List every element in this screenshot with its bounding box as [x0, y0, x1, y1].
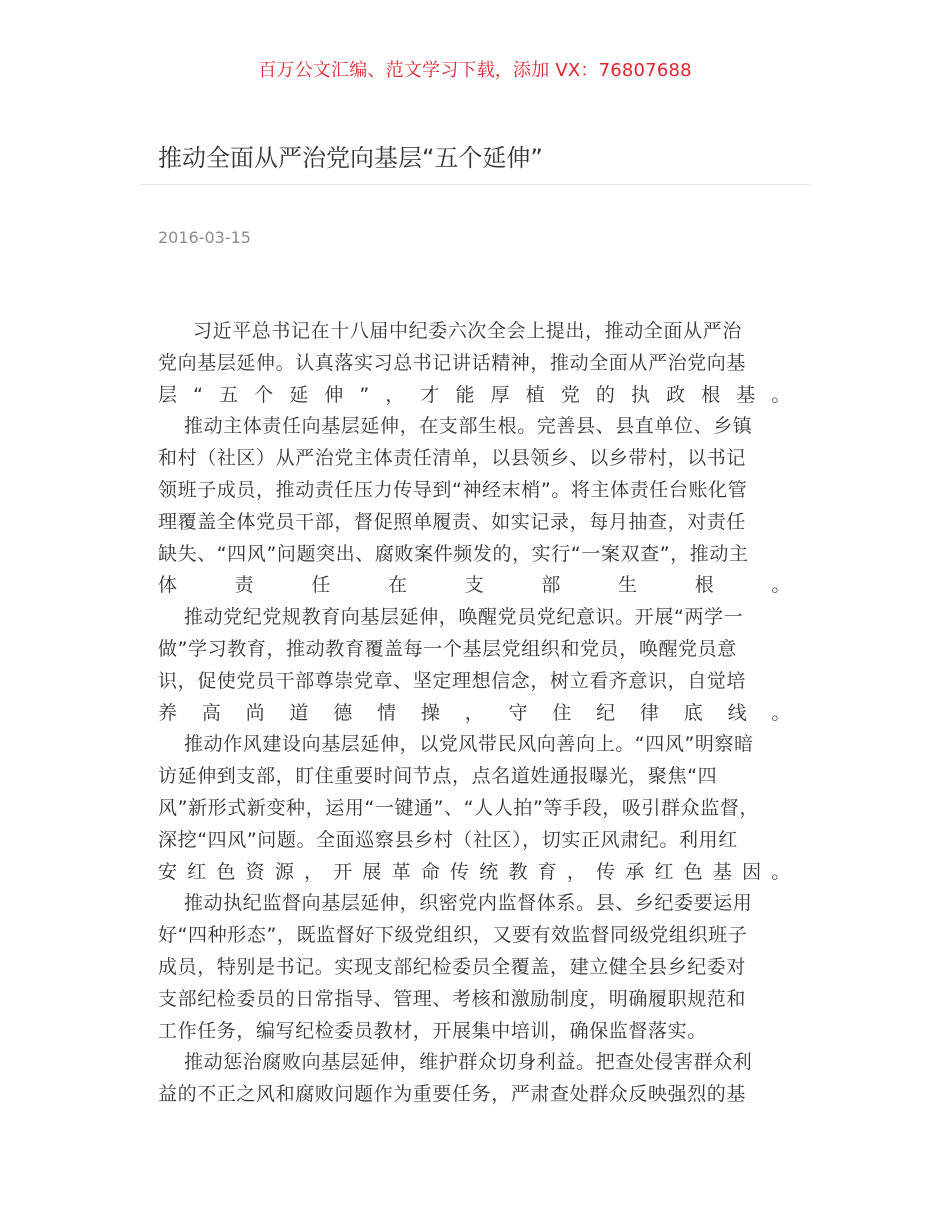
article-char: 部 [541, 574, 561, 597]
article-char: 责 [234, 574, 255, 597]
article-char: ， [464, 701, 485, 724]
article-line: 成员，特别是书记。实现支部纪检委员全覆盖，建立健全县乡纪委对 [158, 955, 747, 978]
article-char: 养 [158, 701, 178, 724]
article-char: 根 [694, 574, 715, 597]
article-char: 因 [742, 860, 762, 883]
article-char: 纪 [596, 701, 616, 724]
article-char: 厚 [490, 383, 511, 406]
article-line: 推动党纪党规教育向基层延伸，唤醒党员党纪意识。开展“两学一 [184, 606, 744, 629]
article-char: 植 [525, 383, 546, 406]
article-char: 五 [219, 383, 239, 406]
article-char: 展 [362, 860, 383, 883]
publish-date: 2016-03-15 [158, 228, 251, 247]
article-line: 访延伸到支部，盯住重要时间节点，点名道姓通报曝光，聚焦“四 [158, 765, 718, 788]
article-line: 推动作风建设向基层延伸，以党风带民风向善向上。“四风”明察暗 [184, 733, 754, 756]
article-char: 守 [508, 701, 529, 724]
article-line: 益的不正之风和腐败问题作为重要任务，严肃查处群众反映强烈的基 [158, 1083, 747, 1106]
article-line: 做”学习教育，推动教育覆盖每一个基层党组织和党员，唤醒党员意 [158, 637, 737, 660]
article-char: 红 [187, 860, 207, 883]
article-char: 育 [537, 860, 558, 883]
article-char: 承 [625, 860, 645, 883]
article-char: 操 [420, 701, 441, 724]
article-char: 。 [771, 574, 791, 597]
article-char: 资 [245, 860, 266, 883]
article-line: 习近平总书记在十八届中纪委六次全会上提出，推动全面从严治 [193, 320, 742, 342]
article-char: 政 [666, 383, 686, 406]
article-char: 生 [618, 574, 638, 597]
article-char: 开 [333, 860, 353, 883]
article-line [158, 857, 791, 889]
article-line: 工作任务，编写纪检委员教材，开展集中培训，确保监督落实。 [158, 1019, 707, 1042]
article-char: 情 [377, 701, 397, 724]
article-char: 。 [771, 860, 791, 883]
download-banner: 百万公文汇编、范文学习下载，添加 VX：76807688 [258, 60, 692, 81]
article-char: 延 [289, 383, 309, 406]
article-char: 道 [289, 701, 310, 724]
article-char: 基 [736, 383, 756, 406]
article-char: “ [193, 383, 204, 406]
article-char: 伸 [324, 383, 344, 406]
article-char: 红 [654, 860, 675, 883]
article-char: 传 [596, 860, 616, 883]
article-char: ， [304, 860, 324, 883]
title-divider [140, 184, 810, 185]
article-char: ， [566, 860, 587, 883]
article-char: 线 [727, 701, 748, 724]
article-char: ， [385, 383, 405, 406]
article-line: 识，促使党员干部尊崇党章、坚定理想信念，树立看齐意识，自觉培 [158, 669, 747, 692]
article-line [158, 380, 791, 412]
article-char: 层 [158, 383, 178, 406]
article-char: 命 [420, 860, 441, 883]
article-char: 基 [712, 860, 733, 883]
article-line: 理覆盖全体党员干部，督促照单履责、如实记录，每月抽查，对责任 [158, 510, 747, 533]
article-line: 推动执纪监督向基层延伸，织密党内监督体系。县、乡纪委要运用 [184, 892, 753, 915]
article-line [158, 570, 791, 602]
article-char: 在 [388, 574, 408, 597]
article-char: 的 [595, 383, 616, 406]
article-char: 任 [311, 574, 331, 597]
article-char: 色 [683, 860, 704, 883]
article-char: 统 [479, 860, 499, 883]
article-line: 缺失、“四风”问题突出、腐败案件频发的，实行“一案双查”，推动主 [158, 542, 749, 565]
article-char: 。 [771, 383, 791, 406]
article-char: 教 [508, 860, 529, 883]
article-line: 党向基层延伸。认真落实习总书记讲话精神，推动全面从严治党向基 [158, 351, 747, 374]
article-line: 推动惩治腐败向基层延伸，维护群众切身利益。把查处侵害群众利 [184, 1051, 753, 1074]
article-char: 住 [552, 701, 572, 724]
article-line: 支部纪检委员的日常指导、管理、考核和激励制度，明确履职规范和 [158, 987, 747, 1010]
article-char: 。 [771, 701, 791, 724]
article-char: 源 [274, 860, 295, 883]
article-char: 党 [560, 383, 581, 406]
article-char: 传 [450, 860, 470, 883]
article-line [158, 698, 791, 730]
article-char: 才 [420, 383, 441, 406]
article-line: 风”新形式新变种，运用“一键通”、“人人拍”等手段，吸引群众监督， [158, 796, 760, 819]
article-char: 体 [158, 574, 178, 597]
article-body [158, 316, 791, 1111]
article-line: 深挖“四风”问题。全面巡察县乡村（社区），切实正风肃纪。利用红 [158, 828, 738, 851]
article-char: 安 [158, 860, 178, 883]
article-char: 高 [201, 701, 222, 724]
article-line: 领班子成员，推动责任压力传导到“神经末梢”。将主体责任台账化管 [158, 478, 748, 501]
article-char: 支 [464, 574, 485, 597]
article-char: 色 [216, 860, 237, 883]
article-char: 根 [701, 383, 721, 406]
article-line: 和村（社区）从严治党主体责任清单，以县领乡、以乡带村，以书记 [158, 447, 747, 470]
article-char: 革 [391, 860, 412, 883]
article-char: 底 [683, 701, 704, 724]
article-char: 执 [631, 383, 651, 406]
article-char: 个 [254, 383, 274, 406]
article-line: 推动主体责任向基层延伸，在支部生根。完善县、县直单位、乡镇 [184, 415, 753, 438]
article-char: 律 [639, 701, 660, 724]
article-line: 好“四种形态”，既监督好下级党组织，又要有效监督同级党组织班子 [158, 924, 748, 947]
article-title: 推动全面从严治党向基层“五个延伸” [158, 144, 543, 172]
article-char: 尚 [245, 701, 266, 724]
article-char: 德 [333, 701, 353, 724]
article-char: ” [359, 383, 370, 406]
article-char: 能 [455, 383, 476, 406]
